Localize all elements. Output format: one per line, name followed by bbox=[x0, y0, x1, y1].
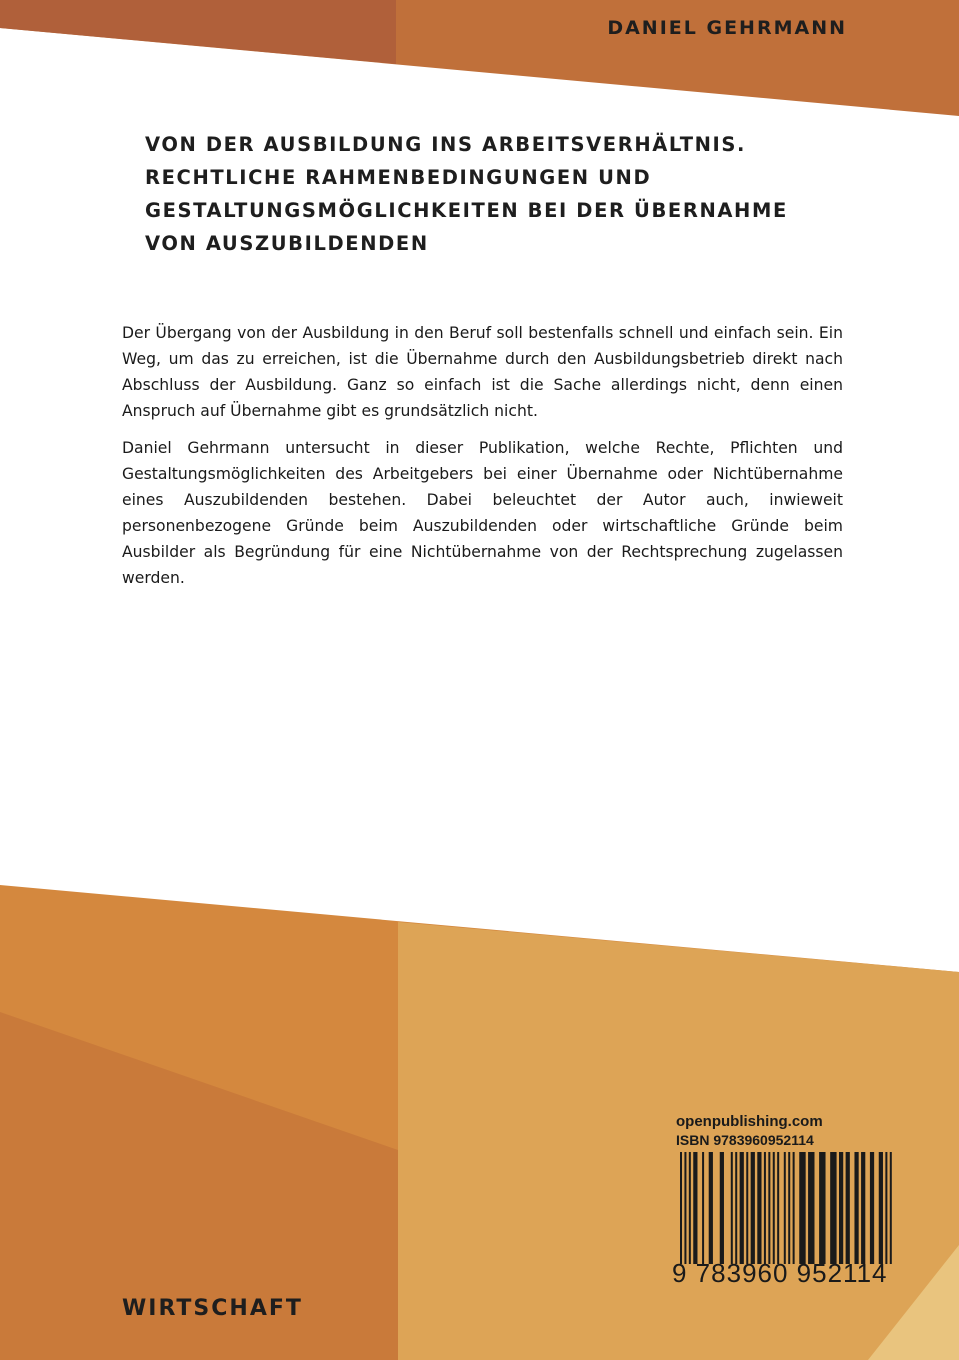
barcode-bar bbox=[808, 1152, 814, 1264]
barcode-bar bbox=[768, 1152, 770, 1264]
barcode-bar bbox=[751, 1152, 755, 1264]
barcode-bar bbox=[870, 1152, 874, 1264]
barcode-bar bbox=[819, 1152, 825, 1264]
blurb-paragraph: Der Übergang von der Ausbildung in den Beruf soll bestenfalls schnell und einfach sein. Ein Weg, um das zu erreichen, ist die Übernahme durch den Ausbildungsbetrieb direkt nach Abschluss der Ausbildung. Ganz so einfach ist die Sache allerdings nicht, denn einen Anspruch auf Übernahme gibt es grundsätzlich nicht. bbox=[122, 324, 843, 420]
blurb-paragraph: Daniel Gehrmann untersucht in dieser Publikation, welche Rechte, Pflichten und Gestaltungsmöglichkeiten des Arbeitgebers bei einer Übernahme oder Nichtübernahme eines Auszubildenden bestehen. Dabei beleuchtet der Autor auch, inwieweit personenbezogene Gründe beim Auszubildenden oder wirtschaftliche Gründe beim Ausbilder als Begründung für eine Nichtübernahme von der Rechtsprechung zugelassen werden. bbox=[122, 439, 843, 587]
barcode-bar bbox=[861, 1152, 865, 1264]
barcode-bar bbox=[885, 1152, 887, 1264]
barcode-bar bbox=[720, 1152, 724, 1264]
barcode-bar bbox=[830, 1152, 836, 1264]
title-line: GESTALTUNGSMÖGLICHKEITEN BEI DER ÜBERNAHME bbox=[145, 199, 788, 222]
author-name: DANIEL GEHRMANN bbox=[607, 17, 847, 39]
barcode-bar bbox=[731, 1152, 733, 1264]
barcode-bar bbox=[854, 1152, 858, 1264]
barcode-bar bbox=[735, 1152, 737, 1264]
book-blurb bbox=[122, 320, 843, 602]
barcode-bar bbox=[846, 1152, 850, 1264]
barcode-bar bbox=[757, 1152, 761, 1264]
barcode-image bbox=[676, 1152, 896, 1264]
book-title bbox=[145, 128, 865, 260]
barcode-bar bbox=[799, 1152, 805, 1264]
barcode-bar bbox=[709, 1152, 713, 1264]
isbn-label: ISBN 9783960952114 bbox=[676, 1132, 814, 1148]
barcode-bar bbox=[879, 1152, 883, 1264]
category-label: WIRTSCHAFT bbox=[122, 1296, 303, 1321]
top-band-left bbox=[0, 0, 396, 64]
title-line: RECHTLICHE RAHMENBEDINGUNGEN UND bbox=[145, 166, 652, 189]
barcode-bar bbox=[764, 1152, 766, 1264]
title-line: VON DER AUSBILDUNG INS ARBEITSVERHÄLTNIS. bbox=[145, 133, 747, 156]
publisher-url: openpublishing.com bbox=[676, 1113, 823, 1130]
barcode-bar bbox=[680, 1152, 682, 1264]
barcode-bar bbox=[702, 1152, 704, 1264]
barcode-bar bbox=[784, 1152, 786, 1264]
barcode-bar bbox=[746, 1152, 748, 1264]
barcode-bar bbox=[693, 1152, 697, 1264]
barcode-digits: 9 783960 952114 bbox=[672, 1258, 888, 1288]
barcode-bar bbox=[773, 1152, 775, 1264]
barcode-bar bbox=[689, 1152, 691, 1264]
barcode-bar bbox=[890, 1152, 892, 1264]
barcode-bar bbox=[839, 1152, 843, 1264]
barcode-bar bbox=[684, 1152, 686, 1264]
barcode-bar bbox=[793, 1152, 795, 1264]
title-line: VON AUSZUBILDENDEN bbox=[145, 232, 429, 255]
barcode-bar bbox=[777, 1152, 779, 1264]
barcode-bar bbox=[788, 1152, 790, 1264]
barcode-bar bbox=[740, 1152, 744, 1264]
